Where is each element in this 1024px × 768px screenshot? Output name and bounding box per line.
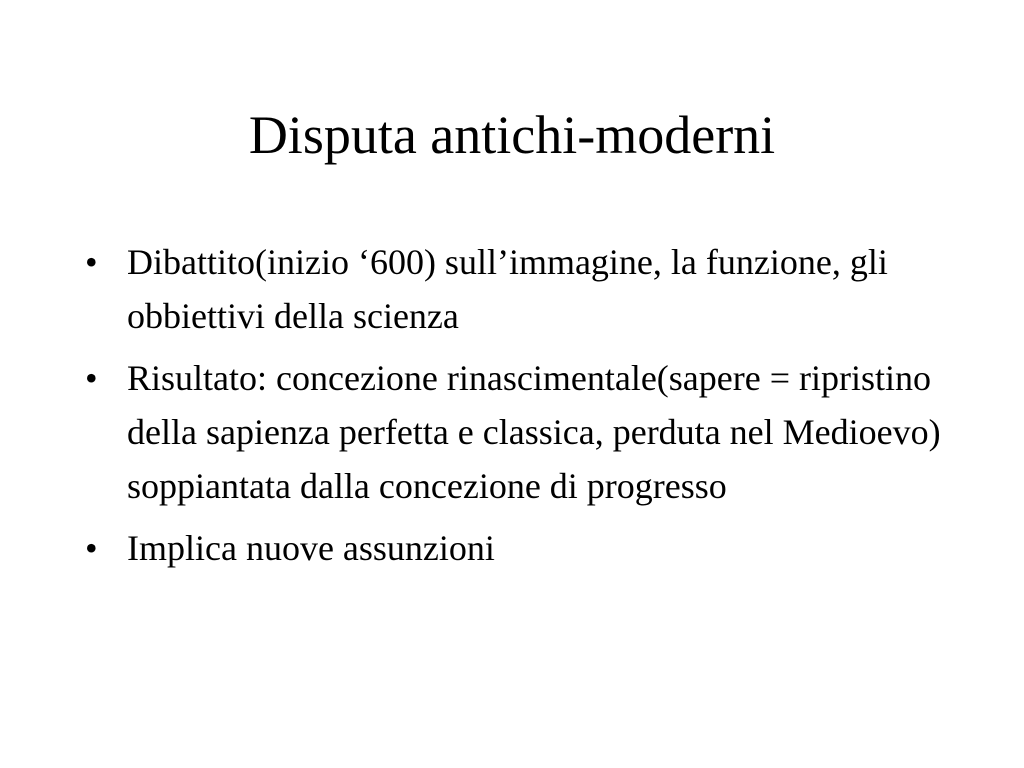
bullet-text: Dibattito(inizio ‘600) sull’immagine, la funzione, gli obbiettivi della scienza xyxy=(127,242,888,336)
bullet-icon: • xyxy=(85,242,98,282)
bullet-item xyxy=(85,521,965,575)
bullet-icon: • xyxy=(85,528,98,568)
bullet-item xyxy=(85,235,965,343)
bullet-list xyxy=(85,235,965,583)
bullet-text: Risultato: concezione rinascimentale(sapere = ripristino della sapienza perfetta e classica, perduta nel Medioevo) soppiantata dalla concezione di progresso xyxy=(127,358,941,506)
bullet-icon: • xyxy=(85,358,98,398)
bullet-item xyxy=(85,351,965,513)
slide-title: Disputa antichi-moderni xyxy=(248,105,776,165)
bullet-text: Implica nuove assunzioni xyxy=(127,528,495,568)
